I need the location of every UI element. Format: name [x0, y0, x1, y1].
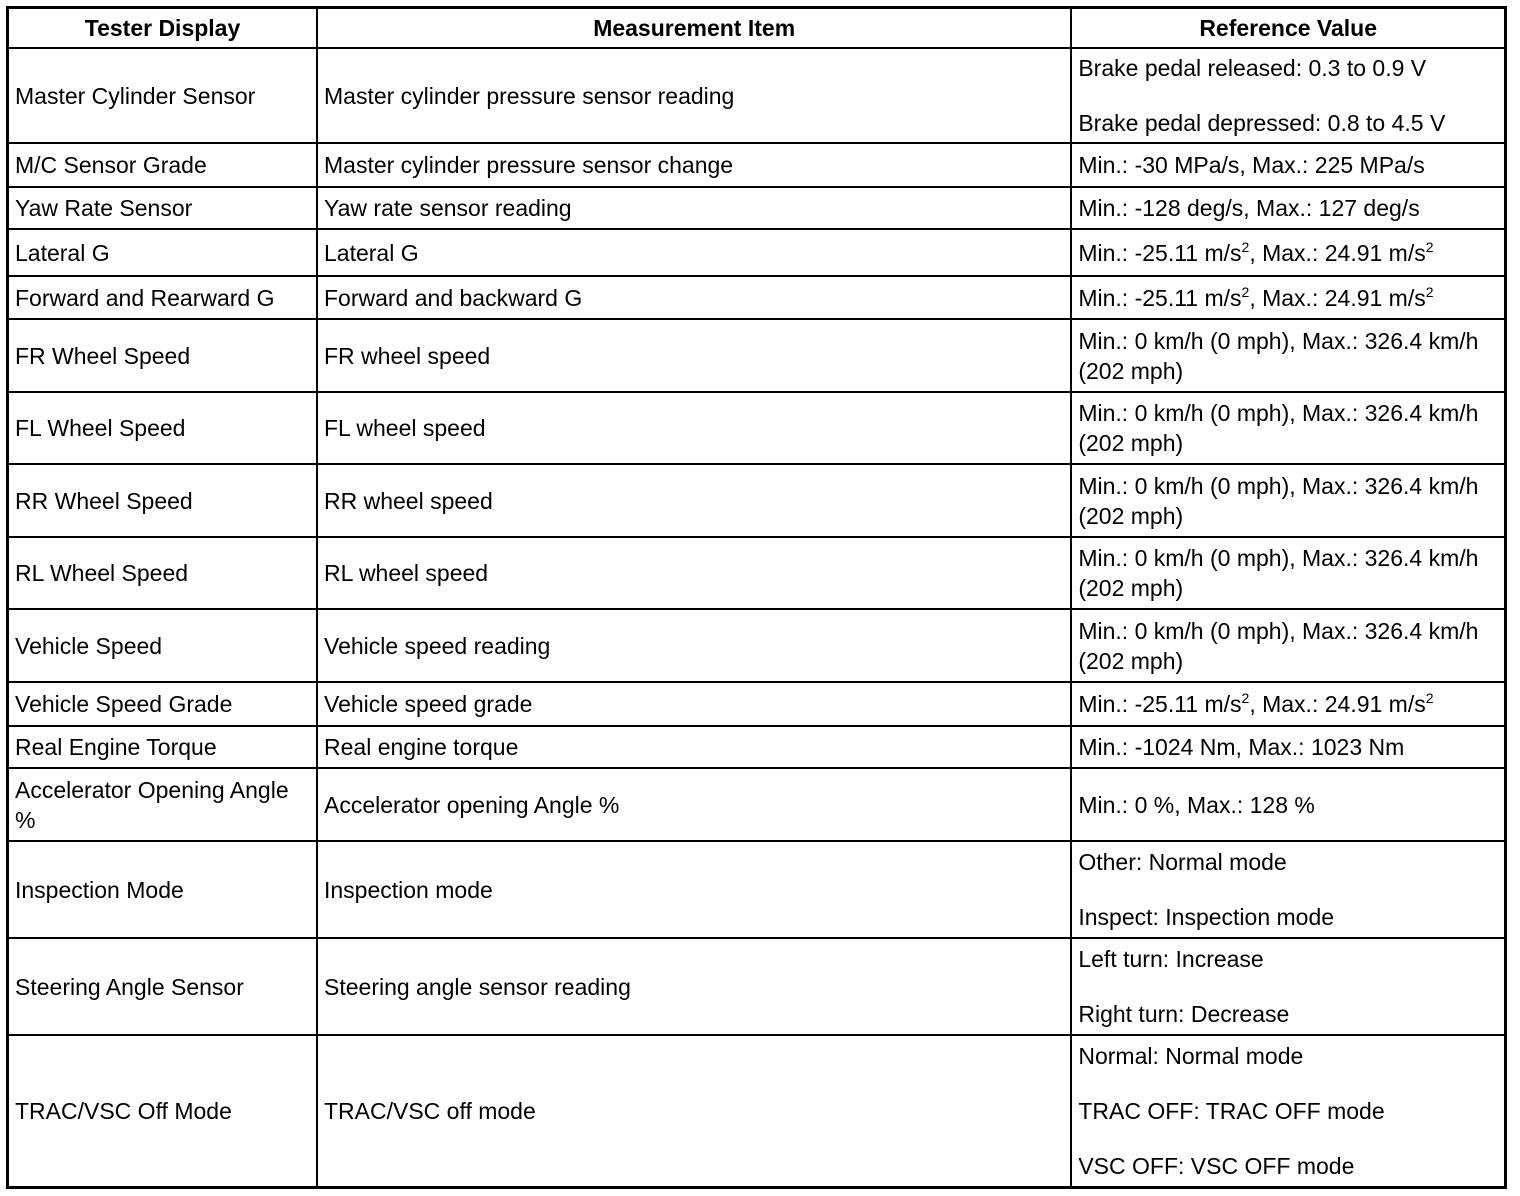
reference-value-cell	[1071, 1035, 1505, 1187]
reference-line: Left turn: Increase	[1078, 946, 1264, 972]
reference-value-cell	[1071, 841, 1505, 938]
reference-value-cell	[1071, 187, 1505, 229]
reference-value-cell	[1071, 276, 1505, 319]
measurement-item-cell: Lateral G	[317, 229, 1071, 276]
table-row	[8, 319, 1506, 392]
tester-display-cell: Inspection Mode	[8, 841, 318, 938]
reference-value-cell	[1071, 48, 1505, 143]
table-row	[8, 392, 1506, 464]
table-row	[8, 229, 1506, 276]
tester-display-cell: Lateral G	[8, 229, 318, 276]
measurement-item-cell: FL wheel speed	[317, 392, 1071, 464]
reference-line: Min.: -25.11 $m/s^2$, Max.: 24.91 $m/s^2$	[1078, 283, 1434, 311]
column-header-reference-value: Reference Value	[1071, 8, 1505, 49]
table-row	[8, 726, 1506, 768]
reference-line: Min.: -128 deg/s, Max.: 127 deg/s	[1078, 195, 1420, 221]
table-row	[8, 187, 1506, 229]
reference-line: Min.: 0 km/h (0 mph), Max.: 326.4 km/h (202 mph)	[1078, 472, 1479, 529]
reference-value-cell	[1071, 464, 1505, 537]
table-row	[8, 938, 1506, 1035]
reference-value-cell	[1071, 143, 1505, 187]
table-row	[8, 48, 1506, 143]
reference-value-cell	[1071, 726, 1505, 768]
table-row	[8, 609, 1506, 682]
reference-line: Min.: 0 km/h (0 mph), Max.: 326.4 km/h (202 mph)	[1078, 617, 1479, 674]
reference-line: VSC OFF: VSC OFF mode	[1078, 1152, 1355, 1179]
measurement-item-cell: Steering angle sensor reading	[317, 938, 1071, 1035]
data-list-table	[6, 6, 1507, 1189]
reference-line: Right turn: Decrease	[1078, 1001, 1290, 1027]
reference-line: Min.: 0 km/h (0 mph), Max.: 326.4 km/h (202 mph)	[1078, 545, 1479, 601]
reference-line: Other: Normal mode	[1078, 849, 1287, 875]
reference-value-cell	[1071, 682, 1505, 726]
reference-line: Min.: -30 MPa/s, Max.: 225 MPa/s	[1078, 152, 1425, 178]
reference-line: Inspect: Inspection mode	[1078, 904, 1335, 930]
table-row	[8, 276, 1506, 319]
column-header-tester-display: Tester Display	[8, 8, 318, 49]
measurement-item-cell: Vehicle speed grade	[317, 682, 1071, 726]
reference-value-cell	[1071, 768, 1505, 841]
reference-value-cell	[1071, 229, 1505, 276]
table-row	[8, 143, 1506, 187]
measurement-item-cell: Vehicle speed reading	[317, 609, 1071, 682]
tester-display-cell: Master Cylinder Sensor	[8, 48, 318, 143]
reference-line: Brake pedal depressed: 0.8 to 4.5 V	[1078, 110, 1446, 136]
measurement-item-cell: RL wheel speed	[317, 537, 1071, 609]
reference-line: Min.: 0 km/h (0 mph), Max.: 326.4 km/h (202 mph)	[1078, 400, 1479, 456]
reference-line: Min.: -1024 Nm, Max.: 1023 Nm	[1078, 734, 1405, 760]
table-row	[8, 1035, 1506, 1187]
reference-value-cell	[1071, 319, 1505, 392]
tester-display-cell: Vehicle Speed	[8, 609, 318, 682]
tester-display-cell: Real Engine Torque	[8, 726, 318, 768]
measurement-item-cell: Inspection mode	[317, 841, 1071, 938]
reference-value-cell	[1071, 392, 1505, 464]
tester-display-cell: Vehicle Speed Grade	[8, 682, 318, 726]
table-row	[8, 841, 1506, 938]
measurement-item-cell: Forward and backward G	[317, 276, 1071, 319]
table-row	[8, 537, 1506, 609]
reference-value-cell	[1071, 609, 1505, 682]
reference-line: Min.: -25.11 $m/s^2$, Max.: 24.91 $m/s^2$	[1078, 238, 1434, 266]
tester-display-cell: RR Wheel Speed	[8, 464, 318, 537]
reference-value-cell	[1071, 537, 1505, 609]
header-row	[8, 8, 1506, 49]
measurement-item-cell: Real engine torque	[317, 726, 1071, 768]
tester-display-cell: Forward and Rearward G	[8, 276, 318, 319]
reference-line: TRAC OFF: TRAC OFF mode	[1078, 1097, 1385, 1124]
measurement-item-cell: Master cylinder pressure sensor change	[317, 143, 1071, 187]
reference-line: Min.: -25.11 $m/s^2$, Max.: 24.91 $m/s^2$	[1078, 690, 1434, 717]
tester-display-cell: Accelerator Opening Angle %	[8, 768, 318, 841]
measurement-item-cell: Yaw rate sensor reading	[317, 187, 1071, 229]
tester-display-cell: Yaw Rate Sensor	[8, 187, 318, 229]
tester-display-cell: M/C Sensor Grade	[8, 143, 318, 187]
table-row	[8, 464, 1506, 537]
tester-display-cell: FR Wheel Speed	[8, 319, 318, 392]
tester-display-cell: FL Wheel Speed	[8, 392, 318, 464]
tester-display-cell: Steering Angle Sensor	[8, 938, 318, 1035]
measurement-item-cell: Accelerator opening Angle %	[317, 768, 1071, 841]
reference-line: Normal: Normal mode	[1078, 1042, 1304, 1069]
tester-display-cell: RL Wheel Speed	[8, 537, 318, 609]
measurement-item-cell: RR wheel speed	[317, 464, 1071, 537]
reference-value-cell	[1071, 938, 1505, 1035]
measurement-item-cell: TRAC/VSC off mode	[317, 1035, 1071, 1187]
reference-line: Brake pedal released: 0.3 to 0.9 V	[1078, 55, 1427, 81]
table-row	[8, 682, 1506, 726]
reference-line: Min.: 0 km/h (0 mph), Max.: 326.4 km/h (202 mph)	[1078, 327, 1479, 384]
tester-display-cell: TRAC/VSC Off Mode	[8, 1035, 318, 1187]
table-row	[8, 768, 1506, 841]
column-header-measurement-item: Measurement Item	[317, 8, 1071, 49]
measurement-item-cell: FR wheel speed	[317, 319, 1071, 392]
measurement-item-cell: Master cylinder pressure sensor reading	[317, 48, 1071, 143]
reference-line: Min.: 0 %, Max.: 128 %	[1078, 791, 1315, 818]
